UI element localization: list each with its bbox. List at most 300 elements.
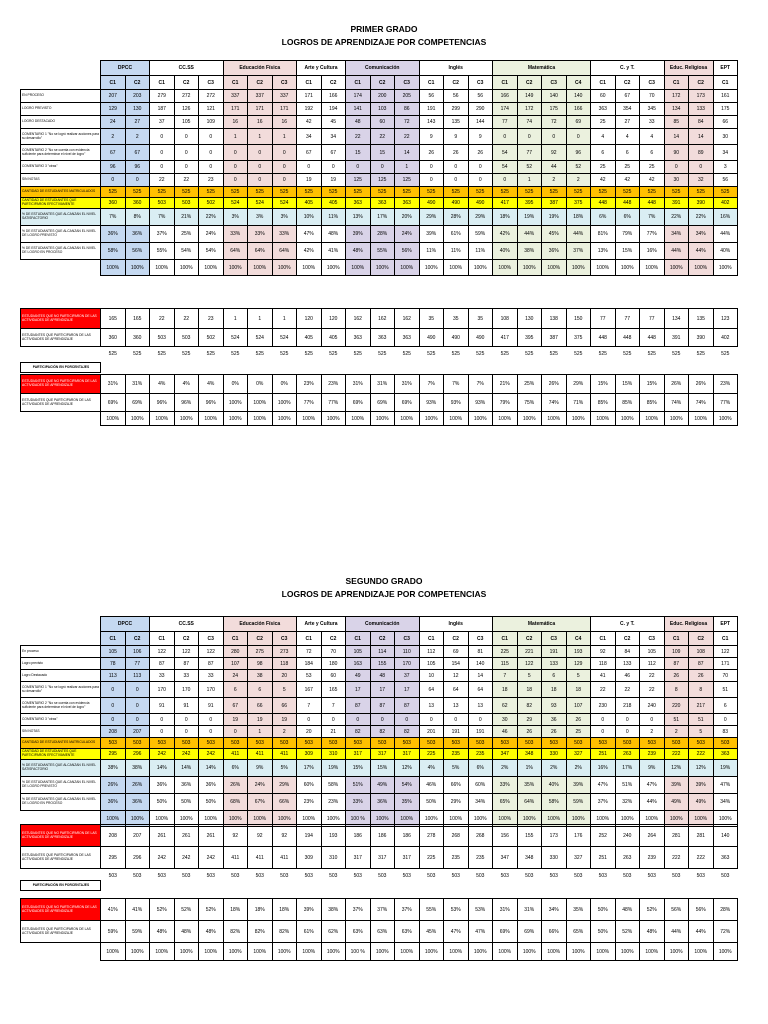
value-cell: 8 — [689, 682, 714, 698]
value-cell: 48 — [370, 670, 395, 682]
competence-header: C2 — [689, 632, 714, 646]
value-cell: 22 — [346, 129, 371, 145]
value-cell: 525 — [378, 350, 387, 357]
value-cell: 17 — [395, 682, 420, 698]
value-cell: 100% — [272, 412, 297, 426]
value-cell: 133 — [615, 658, 640, 670]
value-cell: 92 — [591, 646, 616, 658]
value-cell: 34% — [542, 899, 567, 921]
value-cell: 129 — [101, 103, 126, 116]
value-cell: 35% — [566, 899, 591, 921]
value-cell: 100% — [321, 260, 346, 276]
value-cell: 67 — [101, 145, 126, 161]
value-cell: 194 — [321, 103, 346, 116]
value-cell: 77% — [640, 226, 665, 243]
value-cell: 82% — [248, 921, 273, 943]
value-cell: 175 — [713, 103, 738, 116]
value-cell: 503 — [427, 872, 436, 879]
value-cell: 26 — [542, 726, 567, 738]
value-cell: 272 — [174, 90, 199, 103]
value-cell: 240 — [615, 825, 640, 847]
value-cell: 77% — [321, 394, 346, 412]
competence-header: C2 — [370, 632, 395, 646]
value-cell: 93% — [468, 394, 493, 412]
value-cell: 251 — [591, 749, 616, 760]
value-cell: 18% — [223, 899, 248, 921]
row-label: Logro previsto — [21, 658, 101, 670]
value-cell: 69% — [395, 394, 420, 412]
value-cell: 100% — [248, 394, 273, 412]
value-cell: 36 — [542, 714, 567, 726]
value-cell: 524 — [272, 198, 297, 209]
value-cell: 360 — [101, 329, 126, 347]
value-cell: 77 — [493, 116, 518, 129]
value-cell: 66 — [272, 698, 297, 714]
value-cell: 26 — [468, 145, 493, 161]
value-cell: 525 — [427, 350, 436, 357]
value-cell: 39% — [346, 226, 371, 243]
value-cell: 69% — [517, 921, 542, 943]
value-cell: 48% — [150, 921, 175, 943]
value-cell: 31% — [125, 375, 150, 394]
value-cell: 0% — [272, 375, 297, 394]
value-cell: 100% — [199, 943, 224, 961]
value-cell: 38% — [125, 760, 150, 777]
value-cell: 51% — [346, 777, 371, 794]
value-cell: 503 — [157, 872, 166, 879]
value-cell: 525 — [174, 187, 199, 198]
value-cell: 23% — [297, 794, 322, 811]
value-cell: 92 — [542, 145, 567, 161]
value-cell: 299 — [444, 103, 469, 116]
value-cell: 363 — [713, 847, 738, 869]
value-cell: 208 — [101, 726, 126, 738]
competence-header: C1 — [346, 632, 371, 646]
value-cell: 33% — [223, 226, 248, 243]
value-cell: 100% — [542, 260, 567, 276]
row-label: % DE ESTUDIANTES QUE ALCANZAN EL NIVEL DE LOGRO EN PROCESO — [21, 243, 101, 260]
value-cell: 4% — [199, 375, 224, 394]
row-label — [21, 347, 101, 361]
value-cell: 53% — [468, 899, 493, 921]
value-cell: 122 — [517, 658, 542, 670]
value-cell: 186 — [395, 825, 420, 847]
row-label: EN PROCESO — [21, 90, 101, 103]
value-cell: 4% — [419, 760, 444, 777]
value-cell: 26 — [689, 670, 714, 682]
value-cell: 503 — [696, 872, 705, 879]
value-cell: 490 — [419, 329, 444, 347]
value-cell: 13 — [419, 698, 444, 714]
value-cell: 503 — [150, 738, 175, 749]
value-cell: 170 — [150, 682, 175, 698]
value-cell: 33 — [150, 670, 175, 682]
value-cell: 81 — [468, 646, 493, 658]
row-label: ESTUDIANTES QUE NO PARTICIPARON DE LAS ACTIVIDADES DE APRENDIZAJE — [21, 375, 101, 394]
value-cell: 100% — [713, 412, 738, 426]
value-cell: 242 — [199, 749, 224, 760]
value-cell: 37% — [566, 243, 591, 260]
value-cell: 105 — [101, 646, 126, 658]
value-cell: 205 — [395, 90, 420, 103]
value-cell: 12 — [444, 670, 469, 682]
value-cell: 525 — [451, 350, 460, 357]
competence-header: C2 — [174, 632, 199, 646]
value-cell: 191 — [542, 646, 567, 658]
value-cell: 33 — [174, 670, 199, 682]
value-cell: 503 — [150, 329, 175, 347]
value-cell: 242 — [174, 847, 199, 869]
value-cell: 87 — [199, 658, 224, 670]
value-cell: 525 — [402, 350, 411, 357]
value-cell: 23% — [297, 375, 322, 394]
value-cell: 87 — [664, 658, 689, 670]
value-cell: 22% — [689, 209, 714, 226]
value-cell: 1 — [272, 129, 297, 145]
value-cell: 525 — [206, 350, 215, 357]
value-cell: 525 — [272, 187, 297, 198]
value-cell: 96 — [101, 161, 126, 174]
value-cell: 0 — [321, 714, 346, 726]
value-cell: 100% — [444, 412, 469, 426]
value-cell: 105 — [419, 658, 444, 670]
value-cell: 0 — [125, 698, 150, 714]
value-cell: 98 — [248, 658, 273, 670]
value-cell: 0 — [223, 726, 248, 738]
participation-title: PARTICIPACIÓN EN PORCENTAJES — [21, 881, 101, 891]
value-cell: 87 — [150, 658, 175, 670]
value-cell: 50% — [419, 794, 444, 811]
value-cell: 41 — [591, 670, 616, 682]
value-cell: 503 — [174, 738, 199, 749]
competence-header: C1 — [591, 632, 616, 646]
value-cell: 309 — [297, 847, 322, 869]
value-cell: 58% — [101, 243, 126, 260]
competence-header: C1 — [664, 632, 689, 646]
value-cell: 193 — [321, 825, 346, 847]
value-cell: 525 — [248, 187, 273, 198]
value-cell: 448 — [615, 329, 640, 347]
value-cell: 26 — [517, 726, 542, 738]
competence-header: C3 — [272, 76, 297, 90]
value-cell: 48% — [174, 921, 199, 943]
value-cell: 15% — [615, 243, 640, 260]
value-cell: 0 — [468, 161, 493, 174]
value-cell: 6% — [591, 209, 616, 226]
value-cell: 149 — [517, 90, 542, 103]
value-cell: 100% — [664, 811, 689, 827]
value-cell: 79% — [615, 226, 640, 243]
value-cell: 100% — [444, 260, 469, 276]
value-cell: 330 — [542, 847, 567, 869]
value-cell: 525 — [370, 187, 395, 198]
value-cell: 525 — [615, 187, 640, 198]
value-cell: 52% — [199, 899, 224, 921]
value-cell: 7 — [321, 698, 346, 714]
value-cell: 503 — [500, 872, 509, 879]
value-cell: 24% — [248, 777, 273, 794]
value-cell: 0 — [615, 714, 640, 726]
value-cell: 100% — [101, 260, 126, 276]
value-cell: 0 — [346, 714, 371, 726]
value-cell: 51% — [615, 777, 640, 794]
value-cell: 18 — [566, 682, 591, 698]
competence-header: C3 — [640, 632, 665, 646]
value-cell: 0 — [101, 682, 126, 698]
value-cell: 67% — [248, 794, 273, 811]
value-cell: 100% — [591, 811, 616, 827]
value-cell: 100% — [689, 260, 714, 276]
value-cell: 47% — [713, 777, 738, 794]
value-cell: 225 — [493, 646, 518, 658]
value-cell: 16% — [640, 243, 665, 260]
value-cell: 261 — [150, 825, 175, 847]
value-cell: 31% — [395, 375, 420, 394]
value-cell: 93% — [419, 394, 444, 412]
value-cell: 6% — [615, 209, 640, 226]
value-cell: 0 — [125, 714, 150, 726]
area-header: Educación Física — [223, 617, 297, 632]
row-label: % DE ESTUDIANTES QUE ALCANZAN EL NIVEL SATISFACTORIO — [21, 209, 101, 226]
value-cell: 330 — [542, 749, 567, 760]
value-cell: 64 — [419, 682, 444, 698]
value-cell: 448 — [591, 198, 616, 209]
value-cell: 525 — [468, 187, 493, 198]
value-cell: 6 — [713, 698, 738, 714]
competence-header: C1 — [346, 76, 371, 90]
value-cell: 44% — [689, 243, 714, 260]
value-cell: 69 — [566, 116, 591, 129]
value-cell: 100% — [615, 943, 640, 961]
value-cell: 100% — [542, 412, 567, 426]
value-cell: 11% — [468, 243, 493, 260]
value-cell: 165 — [321, 682, 346, 698]
value-cell: 200 — [370, 90, 395, 103]
value-cell: 9% — [248, 760, 273, 777]
value-cell: 171 — [272, 103, 297, 116]
value-cell: 44% — [566, 226, 591, 243]
competence-header: C1 — [493, 632, 518, 646]
value-cell: 525 — [542, 187, 567, 198]
value-cell: 18% — [493, 209, 518, 226]
value-cell: 395 — [517, 198, 542, 209]
value-cell: 109 — [664, 646, 689, 658]
value-cell: 7% — [640, 209, 665, 226]
value-cell: 242 — [150, 847, 175, 869]
value-cell: 20% — [395, 209, 420, 226]
value-cell: 268 — [444, 825, 469, 847]
value-cell: 31% — [517, 899, 542, 921]
value-cell: 525 — [574, 350, 583, 357]
value-cell: 37% — [346, 899, 371, 921]
value-cell: 220 — [664, 698, 689, 714]
value-cell: 53% — [444, 899, 469, 921]
value-cell: 100% — [125, 943, 150, 961]
value-cell: 0 — [321, 161, 346, 174]
value-cell: 503 — [664, 738, 689, 749]
value-cell: 125 — [346, 174, 371, 187]
row-label: COMENTARIO 1 "No se logró realizar acciones para su desarrollo" — [21, 682, 101, 698]
value-cell: 100% — [517, 260, 542, 276]
value-cell: 150 — [566, 309, 591, 329]
value-cell: 37% — [395, 899, 420, 921]
value-cell: 96% — [150, 394, 175, 412]
value-cell: 100% — [444, 943, 469, 961]
value-cell: 8 — [664, 682, 689, 698]
value-cell: 448 — [640, 198, 665, 209]
value-cell: 15 — [370, 145, 395, 161]
value-cell: 29 — [517, 714, 542, 726]
value-cell: 0 — [297, 714, 322, 726]
value-cell: 18 — [517, 682, 542, 698]
value-cell: 66 — [248, 698, 273, 714]
value-cell: 52% — [150, 899, 175, 921]
value-cell: 165 — [101, 309, 126, 329]
value-cell: 100% — [321, 412, 346, 426]
value-cell: 6 — [542, 670, 567, 682]
value-cell: 5 — [689, 726, 714, 738]
row-label: % DE ESTUDIANTES QUE ALCANZAN EL NIVEL DE LOGRO EN PROCESO — [21, 794, 101, 811]
value-cell: 48% — [321, 226, 346, 243]
value-cell: 12% — [689, 760, 714, 777]
value-cell: 22 — [591, 682, 616, 698]
value-cell: 503 — [206, 872, 215, 879]
value-cell: 503 — [108, 872, 117, 879]
value-cell: 261 — [174, 825, 199, 847]
value-cell: 82% — [272, 921, 297, 943]
corner-cell — [21, 76, 101, 90]
value-cell: 337 — [272, 90, 297, 103]
value-cell: 23% — [321, 794, 346, 811]
value-cell: 96 — [125, 161, 150, 174]
value-cell: 0% — [223, 375, 248, 394]
competence-header: C2 — [615, 76, 640, 90]
value-cell: 29% — [272, 777, 297, 794]
value-cell: 525 — [157, 350, 166, 357]
value-cell: 36% — [150, 777, 175, 794]
value-cell: 161 — [713, 90, 738, 103]
value-cell: 21% — [493, 375, 518, 394]
value-cell: 0 — [272, 145, 297, 161]
value-cell: 5% — [444, 760, 469, 777]
value-cell: 112 — [640, 658, 665, 670]
value-cell: 32 — [689, 174, 714, 187]
row-label: ESTUDIANTES QUE NO PARTICIPARON DE LAS ACTIVIDADES DE APRENDIZAJE — [21, 309, 101, 329]
grade-subtitle: LOGROS DE APRENDIZAJE POR COMPETENCIAS — [281, 37, 487, 47]
value-cell: 100% — [297, 811, 322, 827]
value-cell: 502 — [199, 198, 224, 209]
value-cell: 18% — [272, 899, 297, 921]
row-label: ESTUDIANTES QUE NO PARTICIPARON DE LAS ACTIVIDADES DE APRENDIZAJE — [21, 825, 101, 847]
value-cell: 42 — [297, 116, 322, 129]
value-cell: 140 — [566, 90, 591, 103]
value-cell: 0 — [689, 161, 714, 174]
value-cell: 60% — [468, 777, 493, 794]
value-cell: 261 — [199, 825, 224, 847]
value-cell: 230 — [591, 698, 616, 714]
value-cell: 85% — [591, 394, 616, 412]
value-cell: 8% — [125, 209, 150, 226]
value-cell: 310 — [321, 847, 346, 869]
value-cell: 0 — [615, 726, 640, 738]
corner-cell — [21, 632, 101, 646]
value-cell: 503 — [598, 872, 607, 879]
value-cell: 87 — [174, 658, 199, 670]
value-cell: 64 — [468, 682, 493, 698]
value-cell: 525 — [598, 350, 607, 357]
value-cell: 14% — [150, 760, 175, 777]
value-cell: 217 — [689, 698, 714, 714]
value-cell: 26% — [101, 777, 126, 794]
value-cell: 38 — [248, 670, 273, 682]
value-cell: 108 — [493, 309, 518, 329]
value-cell: 30 — [493, 714, 518, 726]
value-cell: 0% — [248, 375, 273, 394]
value-cell: 100% — [223, 943, 248, 961]
value-cell: 525 — [525, 350, 534, 357]
value-cell: 7% — [150, 209, 175, 226]
competence-header: C2 — [174, 76, 199, 90]
value-cell: 218 — [615, 698, 640, 714]
value-cell: 56 — [713, 174, 738, 187]
value-cell: 222 — [664, 749, 689, 760]
value-cell: 503 — [468, 738, 493, 749]
value-cell: 22 — [174, 174, 199, 187]
value-cell: 173 — [689, 90, 714, 103]
value-cell: 171 — [248, 103, 273, 116]
value-cell: 222 — [664, 847, 689, 869]
value-cell: 34% — [713, 794, 738, 811]
competence-header: C2 — [370, 76, 395, 90]
value-cell: 295 — [101, 749, 126, 760]
value-cell: 9 — [468, 129, 493, 145]
value-cell: 20 — [272, 670, 297, 682]
value-cell: 100 % — [346, 943, 371, 961]
value-cell: 107 — [566, 698, 591, 714]
value-cell: 50% — [591, 921, 616, 943]
value-cell: 42% — [297, 243, 322, 260]
value-cell: 103 — [370, 103, 395, 116]
value-cell: 22 — [615, 682, 640, 698]
value-cell: 48% — [615, 899, 640, 921]
value-cell: 360 — [125, 329, 150, 347]
row-label: COMENTARIO 3 "otras" — [21, 714, 101, 726]
competence-header: C2 — [125, 76, 150, 90]
value-cell: 1 — [248, 129, 273, 145]
value-cell: 31% — [370, 375, 395, 394]
value-cell: 0 — [248, 145, 273, 161]
value-cell: 100% — [150, 943, 175, 961]
value-cell: 0 — [174, 145, 199, 161]
value-cell: 317 — [370, 847, 395, 869]
value-cell: 525 — [150, 187, 175, 198]
value-cell: 100% — [419, 943, 444, 961]
area-header: Arte y Cultura — [297, 617, 346, 632]
value-cell: 87 — [689, 658, 714, 670]
value-cell: 503 — [231, 872, 240, 879]
area-header: Educación Física — [223, 61, 297, 76]
value-cell: 100% — [199, 412, 224, 426]
value-cell: 525 — [500, 350, 509, 357]
value-cell: 78 — [101, 658, 126, 670]
area-header: C. y T. — [591, 617, 665, 632]
row-label: CANTIDAD DE ESTUDIANTES MATRICULADOS — [21, 187, 101, 198]
value-cell: 21 — [321, 726, 346, 738]
value-cell: 525 — [255, 350, 264, 357]
value-cell: 100% — [321, 943, 346, 961]
value-cell: 15% — [591, 375, 616, 394]
value-cell: 21% — [174, 209, 199, 226]
